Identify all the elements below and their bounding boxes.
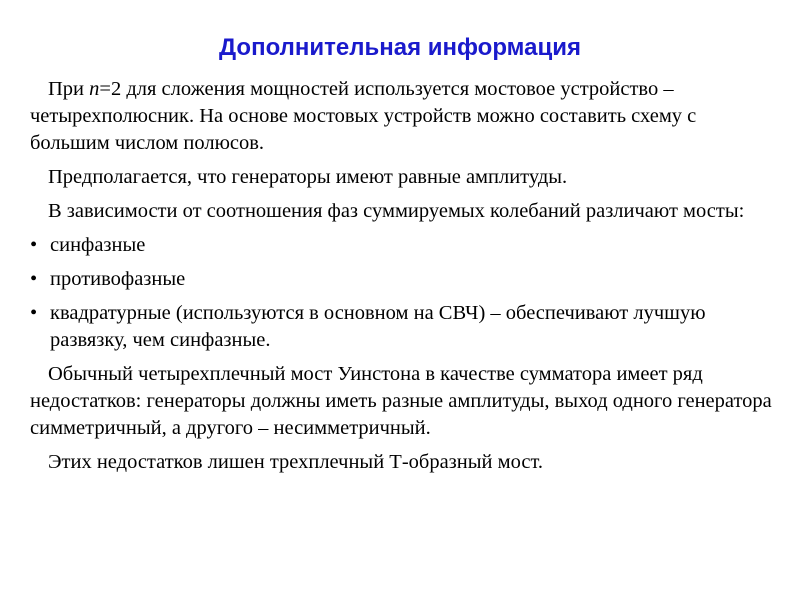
slide-title: Дополнительная информация bbox=[219, 34, 581, 61]
paragraph-bridge-intro-rest: =2 для сложения мощностей используется мостовое устройство – четырехполюсник. На основе мостовых устройств можно составить схему с большим числом полюсов. bbox=[30, 78, 697, 154]
bullet-text: противофазные bbox=[50, 268, 186, 290]
paragraph-t-bridge: Этих недостатков лишен трехплечный Т-образный мост. bbox=[48, 451, 543, 473]
slide-content bbox=[30, 76, 775, 483]
bullet-text: синфазные bbox=[50, 234, 146, 256]
bullet-icon: • bbox=[30, 302, 38, 324]
bullet-text: квадратурные (используются в основном на СВЧ) – обеспечивают лучшую развязку, чем синфазные. bbox=[50, 302, 706, 351]
paragraph-equal-amplitudes: Предполагается, что генераторы имеют равные амплитуды. bbox=[48, 166, 568, 188]
paragraph-bridge-intro bbox=[30, 76, 775, 157]
paragraph-wheatstone-bridge: Обычный четырехплечный мост Уинстона в качестве сумматора имеет ряд недостатков: генераторы должны иметь разные амплитуды, выход одного генератора симметричный, а другого – несимметричный. bbox=[30, 363, 772, 439]
paragraph-bridge-types: В зависимости от соотношения фаз суммируемых колебаний различают мосты: bbox=[48, 200, 745, 222]
bullet-item bbox=[30, 266, 775, 293]
bullet-item bbox=[30, 300, 775, 354]
variable-n: n bbox=[89, 78, 100, 100]
bullet-icon: • bbox=[30, 268, 38, 290]
bullet-icon: • bbox=[30, 234, 38, 256]
bullet-item bbox=[30, 232, 775, 259]
paragraph-bridge-intro-start: При bbox=[48, 78, 90, 100]
